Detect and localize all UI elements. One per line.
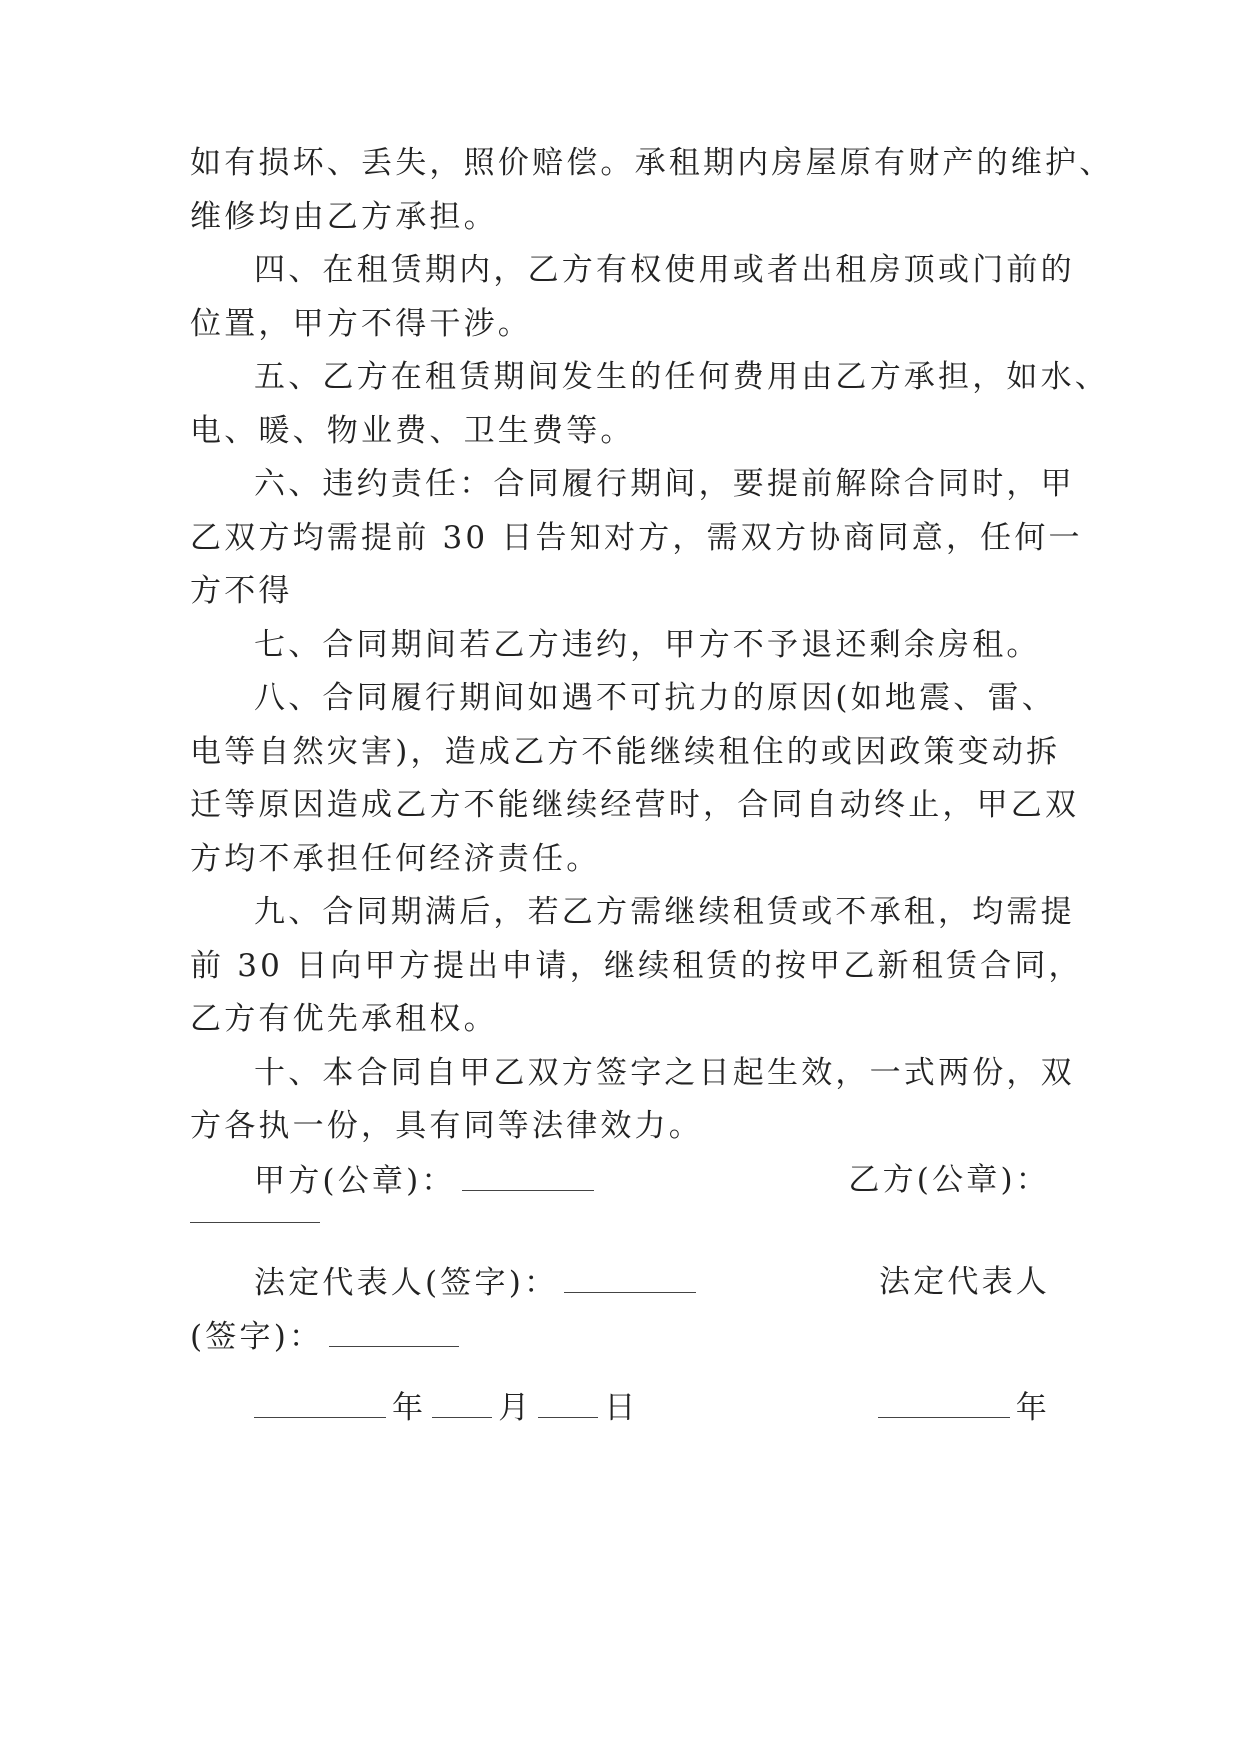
date-b — [872, 1387, 1050, 1428]
text-line: 前 30 日向甲方提出申请，继续租赁的按甲乙新租赁合同， — [190, 948, 1083, 984]
date-row — [254, 1387, 1050, 1427]
text-line: 乙方有优先承租权。 — [190, 1001, 498, 1037]
party-b-seal-line — [190, 1192, 1050, 1232]
date-a-year-blank — [254, 1387, 386, 1418]
text-line: 维修均由乙方承担。 — [190, 199, 498, 235]
clause-10: 十、本合同自甲乙双方签字之日起生效，一式两份，双 — [254, 1055, 1075, 1091]
clause-6: 六、违约责任：合同履行期间，要提前解除合同时，甲 — [254, 466, 1075, 502]
legal-rep-b-label: 法定代表人 — [879, 1264, 1050, 1300]
date-a-year-label: 年 — [392, 1390, 427, 1426]
legal-rep-a-label: 法定代表人(签字)： — [254, 1265, 559, 1301]
clause-8: 八、合同履行期间如遇不可抗力的原因(如地震、雷、 — [254, 680, 1056, 716]
text-line: 如有损坏、丢失，照价赔偿。承租期内房屋原有财产的维护、 — [190, 145, 1114, 181]
date-a-day-label: 日 — [604, 1390, 639, 1426]
party-b-seal-label: 乙方(公章)： — [848, 1162, 1050, 1198]
text-line: 方不得 — [190, 573, 293, 609]
legal-rep-b-blank — [329, 1316, 459, 1347]
date-a-month-label: 月 — [498, 1390, 533, 1426]
clause-9: 九、合同期满后，若乙方需继续租赁或不承租，均需提 — [254, 894, 1075, 930]
legal-rep-b-sign-label: (签字)： — [190, 1319, 324, 1355]
text-line: 方均不承担任何经济责任。 — [190, 841, 601, 877]
date-b-year-blank — [878, 1387, 1010, 1418]
text-line: 乙双方均需提前 30 日告知对方，需双方协商同意，任何一 — [190, 520, 1083, 556]
party-a-seal-blank — [462, 1160, 594, 1191]
text-line: 位置，甲方不得干涉。 — [190, 306, 532, 342]
date-b-year-label: 年 — [1015, 1390, 1050, 1426]
legal-rep-b-sign-row — [190, 1316, 1050, 1356]
clause-4: 四、在租赁期内，乙方有权使用或者出租房顶或门前的 — [254, 252, 1075, 288]
text-line: 电等自然灾害)，造成乙方不能继续租住的或因政策变动拆 — [190, 734, 1061, 770]
text-line: 电、暖、物业费、卫生费等。 — [190, 413, 635, 449]
clause-7: 七、合同期间若乙方违约，甲方不予退还剩余房租。 — [254, 627, 1041, 663]
legal-rep-row — [254, 1262, 1050, 1302]
clause-5: 五、乙方在租赁期间发生的任何费用由乙方承担，如水、 — [254, 359, 1109, 395]
text-line: 方各执一份，具有同等法律效力。 — [190, 1108, 703, 1144]
text-line: 迁等原因造成乙方不能继续经营时，合同自动终止，甲乙双 — [190, 787, 1080, 823]
party-a-seal-label: 甲方(公章)： — [254, 1163, 456, 1199]
legal-rep-a-blank — [564, 1262, 696, 1293]
date-a-month-blank — [432, 1387, 492, 1418]
party-b-seal-blank — [190, 1192, 320, 1223]
date-a-day-blank — [538, 1387, 598, 1418]
